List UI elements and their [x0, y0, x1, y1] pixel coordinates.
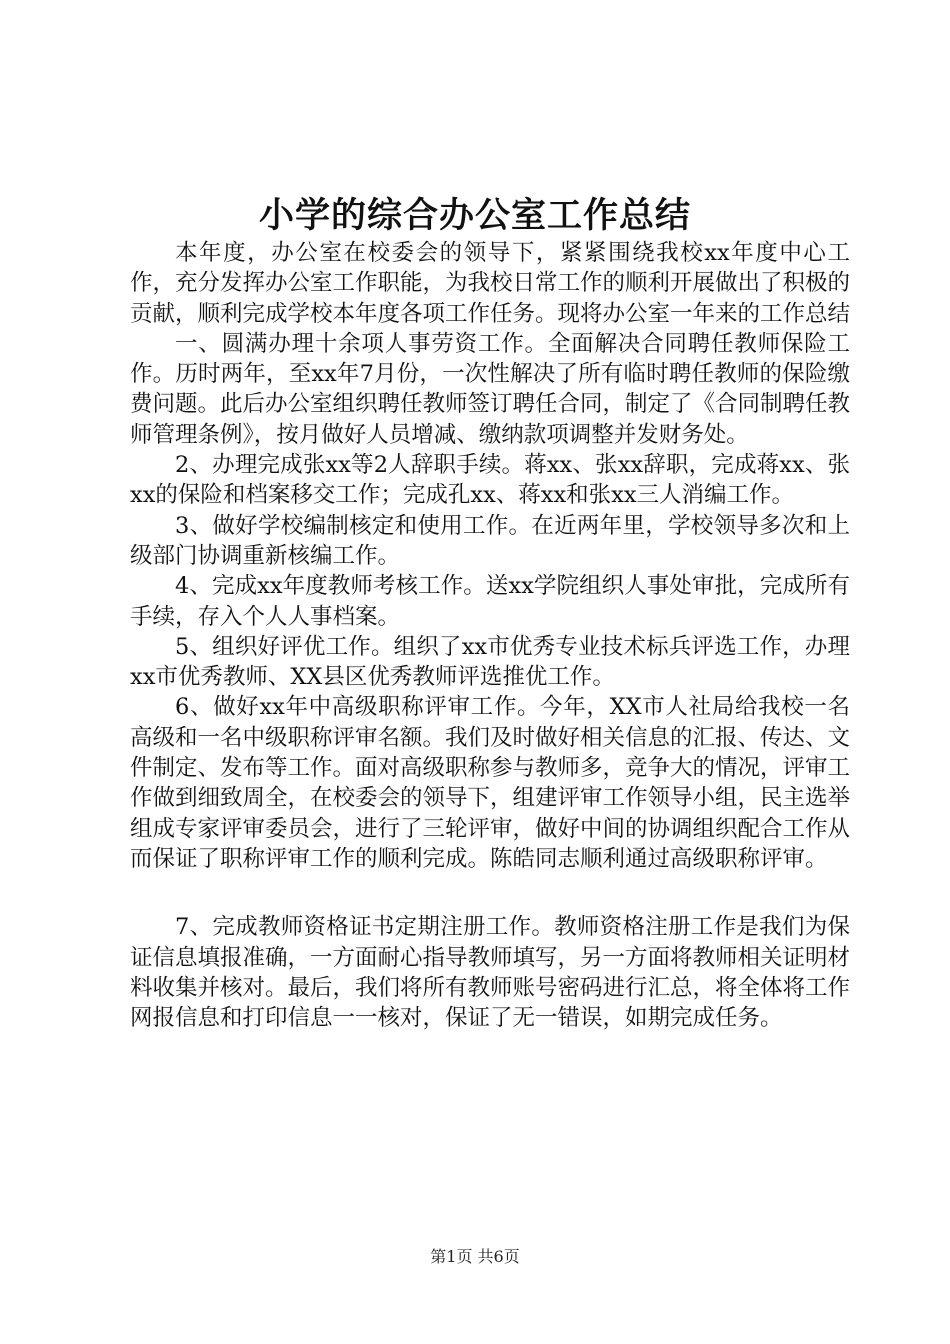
document-title: 小学的综合办公室工作总结	[258, 195, 691, 236]
paragraph-intro: 本年度，办公室在校委会的领导下，紧紧围绕我校xx年度中心工作，充分发挥办公室工作职能，为我校日常工作的顺利开展做出了积极的贡献，顺利完成学校本年度各项工作任务。现将办公室一年来的工作总结	[130, 240, 851, 327]
paragraph-item-5: 5、组织好评优工作。组织了xx市优秀专业技术标兵评选工作，办理xx市优秀教师、XX县区优秀教师评选推优工作。	[130, 633, 850, 691]
paragraph-item-3: 3、做好学校编制核定和使用工作。在近两年里，学校领导多次和上级部门协调重新核编工作。	[130, 512, 850, 569]
paragraph-item-2: 2、办理完成张xx等2人辞职手续。蒋xx、张xx辞职，完成蒋xx、张xx的保险和档案移交工作；完成孔xx、蒋xx和张xx三人消编工作。	[130, 452, 850, 509]
document-body	[130, 238, 850, 1033]
paragraph-item-6: 6、做好xx年中高级职称评审工作。今年，XX市人社局给我校一名高级和一名中级职称评审名额。我们及时做好相关信息的汇报、传达、文件制定、发布等工作。面对高级职称参与教师多，竞争大的情况，评审工作做到细致周全，在校委会的领导下，组建评审工作领导小组，民主选举组成专家评审委员会，进行了三轮评审，做好中间的协调组织配合工作从而保证了职称评审工作的顺利完成。陈皓同志顺利通过高级职称评审。	[130, 694, 851, 872]
paragraph-item-7: 7、完成教师资格证书定期注册工作。教师资格注册工作是我们为保证信息填报准确，一方面耐心指导教师填写，另一方面将教师相关证明材料收集并核对。最后，我们将所有教师账号密码进行汇总，将全体将工作网报信息和打印信息一一核对，保证了无一错误，如期完成任务。	[130, 914, 851, 1032]
paragraph-item-1: 一、圆满办理十余项人事劳资工作。全面解决合同聘任教师保险工作。历时两年，至xx年7月份，一次性解决了所有临时聘任教师的保险缴费问题。此后办公室组织聘任教师签订聘任合同，制定了《合同制聘任教师管理条例》，按月做好人员增减、缴纳款项调整并发财务处。	[130, 330, 851, 448]
page-number-footer: 第1页 共6页	[430, 1247, 520, 1266]
paragraph-item-4: 4、完成xx年度教师考核工作。送xx学院组织人事处审批，完成所有手续，存入个人人事档案。	[130, 573, 850, 630]
